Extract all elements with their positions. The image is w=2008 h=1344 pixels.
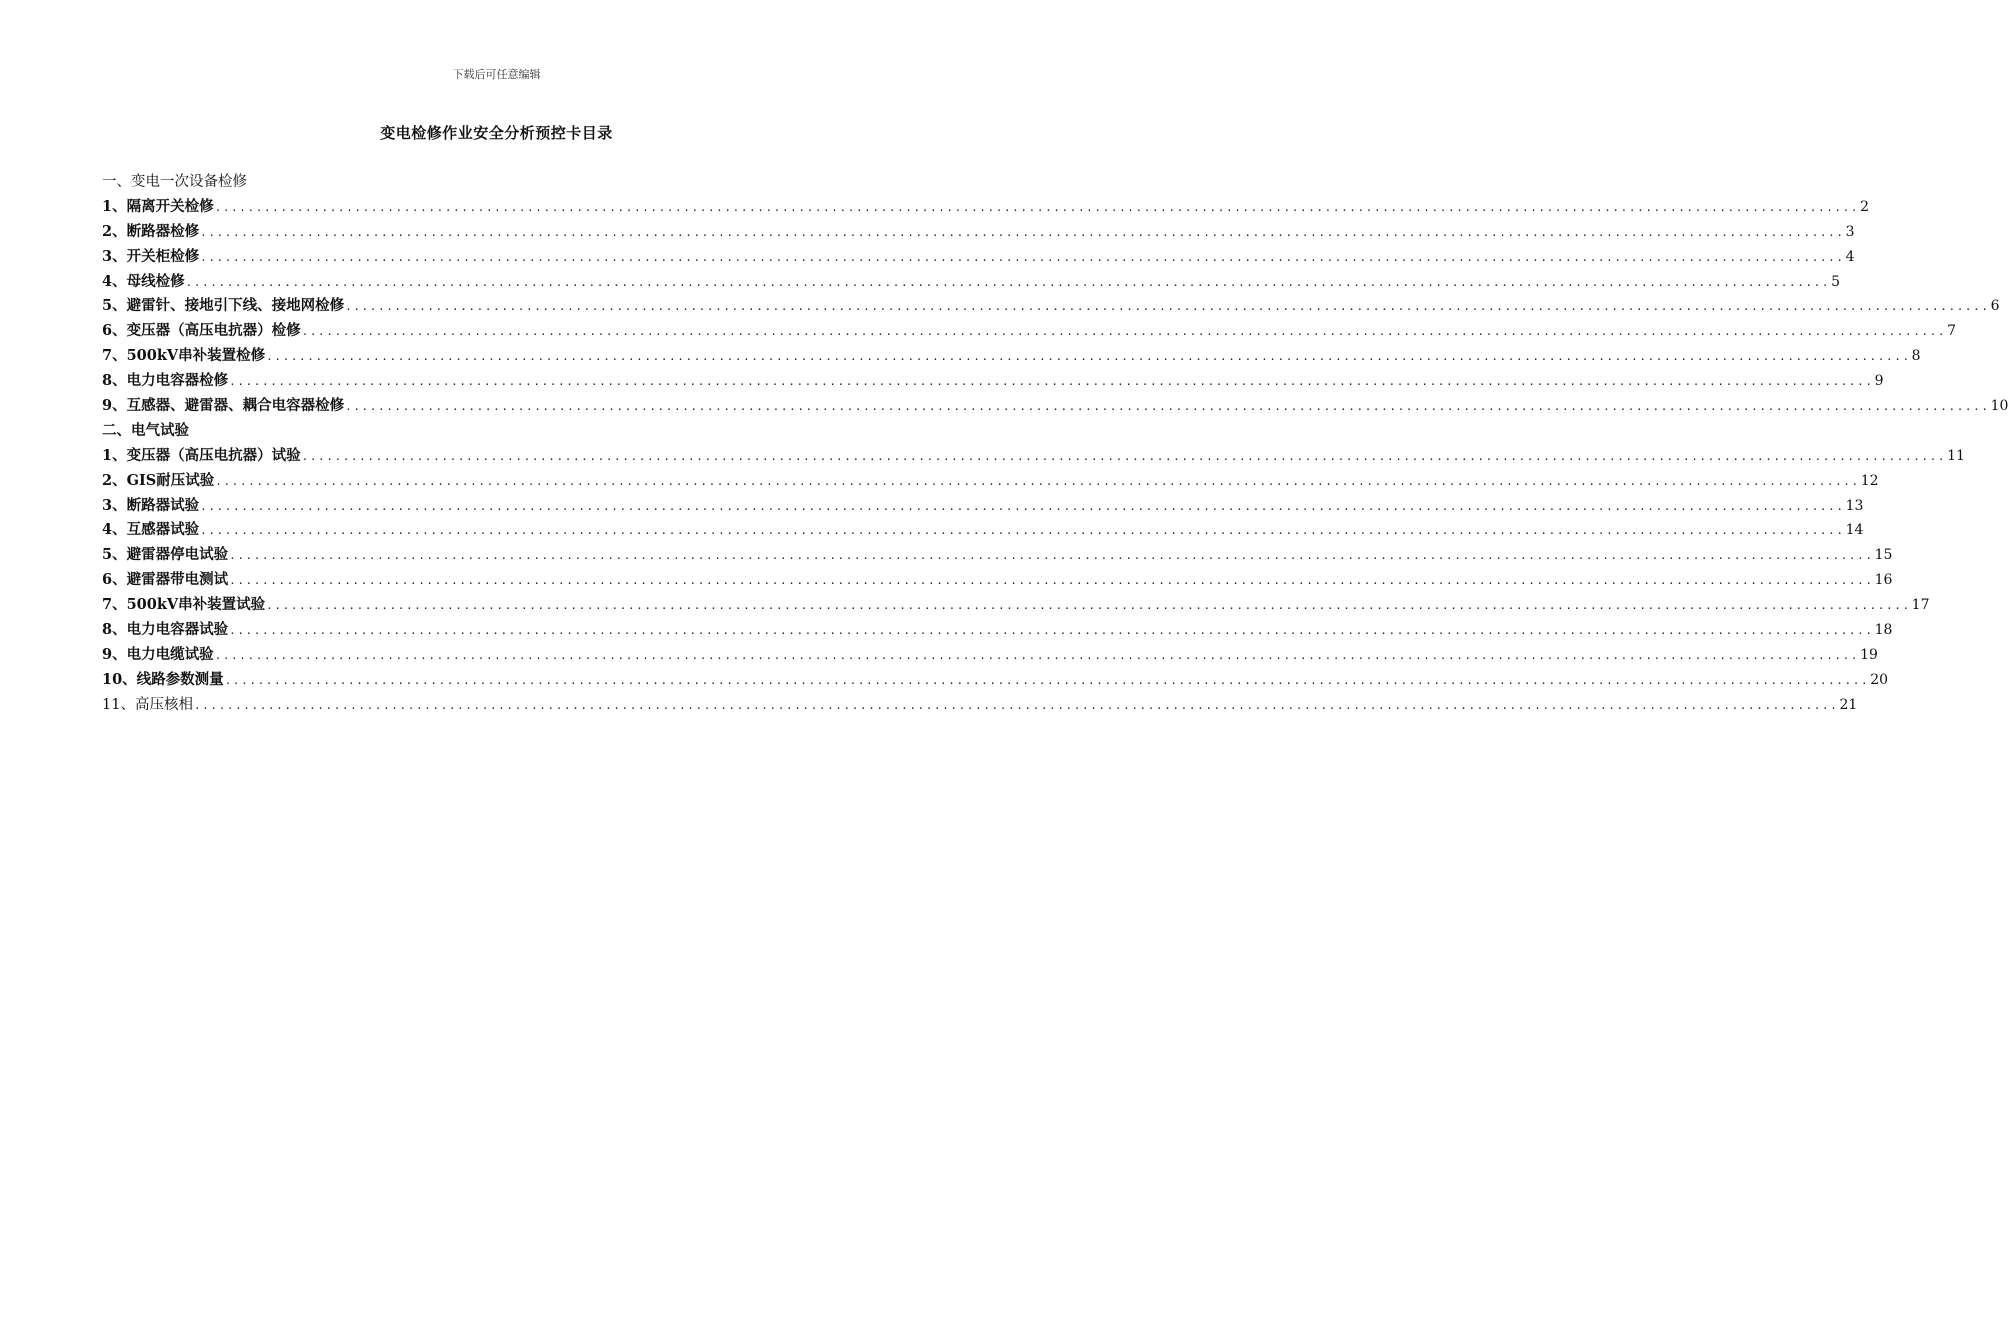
toc-page-number: 2 [1860,198,1870,215]
toc-leader-dots: ........................................................................................................................................................................................................ [301,325,1947,339]
toc-page-number: 20 [1870,671,1889,688]
toc-leader-dots: ........................................................................................................................................................................................................ [224,673,1870,687]
toc-entry[interactable] [102,195,1870,220]
toc-entry-label: 10、线路参数测量 [102,670,224,688]
toc-entry[interactable] [102,618,1893,643]
toc-leader-dots: ........................................................................................................................................................................................................ [193,698,1839,712]
toc-entry-label: 3、断路器试验 [102,496,200,514]
toc-leader-dots: ........................................................................................................................................................................................................ [229,375,1874,389]
toc-entry[interactable] [102,593,1930,618]
toc-leader-dots: ........................................................................................................................................................................................................ [301,449,1947,463]
toc-entry[interactable] [102,369,1884,394]
toc-page-number: 21 [1839,696,1858,713]
toc-entry[interactable] [102,643,1878,668]
toc-page-number: 4 [1845,248,1855,265]
toc-entry[interactable] [102,668,1889,693]
toc-entry-label: 1、隔离开关检修 [102,197,214,215]
toc-entry[interactable] [102,319,1957,344]
toc-leader-dots: ........................................................................................................................................................................................................ [214,200,1860,214]
toc-page-number: 16 [1874,572,1893,589]
toc-entry-label: 6、避雷器带电测试 [102,571,229,589]
section-heading: 二、电气试验 [102,421,189,439]
toc-page-number: 5 [1831,273,1841,290]
toc-entry-label: 11、高压核相 [102,696,193,713]
toc-entry-label: 4、互感器试验 [102,521,200,539]
toc-entry-label: 7、500kV串补装置检修 [102,347,266,365]
toc-leader-dots: ........................................................................................................................................................................................................ [185,275,1831,289]
toc-leader-dots: ........................................................................................................................................................................................................ [266,350,1911,364]
toc-entry-label: 9、电力电缆试验 [102,645,214,663]
toc-entry[interactable] [102,444,1965,469]
toc-entry-label: 9、互感器、避雷器、耦合电容器检修 [102,397,345,415]
toc-page-number: 3 [1845,223,1855,240]
toc-entry[interactable] [102,469,1879,494]
toc-leader-dots: ........................................................................................................................................................................................................ [200,499,1845,513]
toc-leader-dots: ........................................................................................................................................................................................................ [229,624,1874,638]
toc-leader-dots: ........................................................................................................................................................................................................ [200,524,1845,538]
toc-leader-dots: ........................................................................................................................................................................................................ [200,250,1845,264]
toc-entry[interactable] [102,344,1921,369]
toc-page-number: 9 [1874,373,1884,390]
toc-leader-dots: ........................................................................................................................................................................................................ [215,474,1860,488]
header-note: 下载后可任意编辑 [452,68,541,81]
toc-entry-label: 1、变压器（高压电抗器）试验 [102,446,301,464]
section-heading: 一、变电一次设备检修 [102,174,247,190]
toc-page-number: 13 [1845,497,1864,514]
toc-leader-dots: ........................................................................................................................................................................................................ [229,574,1874,588]
toc-entry-label: 6、变压器（高压电抗器）检修 [102,322,301,340]
toc-entry-label: 2、GIS耐压试验 [102,471,215,489]
toc-leader-dots: ........................................................................................................................................................................................................ [200,225,1845,239]
toc-entry[interactable] [102,394,2008,419]
toc-leader-dots: ........................................................................................................................................................................................................ [345,300,1990,314]
toc-page-number: 8 [1911,348,1921,365]
toc-leader-dots: ........................................................................................................................................................................................................ [266,599,1911,613]
toc-entry[interactable] [102,693,1858,718]
toc-entry[interactable] [102,543,1893,568]
toc-leader-dots: ........................................................................................................................................................................................................ [229,549,1874,563]
document-title: 变电检修作业安全分析预控卡目录 [380,124,613,142]
toc-page-number: 18 [1874,622,1893,639]
toc-leader-dots: ........................................................................................................................................................................................................ [345,400,1990,414]
toc-entry-label: 5、避雷器停电试验 [102,546,229,564]
table-of-contents [102,170,2008,718]
toc-page-number: 14 [1845,522,1864,539]
toc-page-number: 17 [1911,597,1930,614]
toc-leader-dots: ........................................................................................................................................................................................................ [214,648,1860,662]
toc-entry[interactable] [102,245,1855,270]
toc-page-number: 15 [1874,547,1893,564]
toc-entry-label: 7、500kV串补装置试验 [102,596,266,614]
toc-entry[interactable] [102,220,1855,245]
toc-entry-label: 5、避雷针、接地引下线、接地网检修 [102,297,345,315]
toc-page-number: 7 [1947,323,1957,340]
toc-entry-label: 4、母线检修 [102,272,185,290]
toc-entry-label: 8、电力电容器检修 [102,372,229,390]
toc-entry[interactable] [102,294,2000,319]
toc-entry-label: 2、断路器检修 [102,222,200,240]
toc-page-number: 6 [1990,298,2000,315]
toc-entry[interactable] [102,270,1841,295]
toc-entry-label: 3、开关柜检修 [102,247,200,265]
toc-entry[interactable] [102,494,1864,519]
toc-page-number: 10 [1990,398,2008,415]
toc-page-number: 12 [1860,472,1879,489]
toc-entry[interactable] [102,518,1864,543]
toc-entry[interactable] [102,568,1893,593]
toc-page-number: 19 [1860,646,1878,663]
toc-entry-label: 8、电力电容器试验 [102,621,229,639]
toc-page-number: 11 [1947,447,1965,464]
